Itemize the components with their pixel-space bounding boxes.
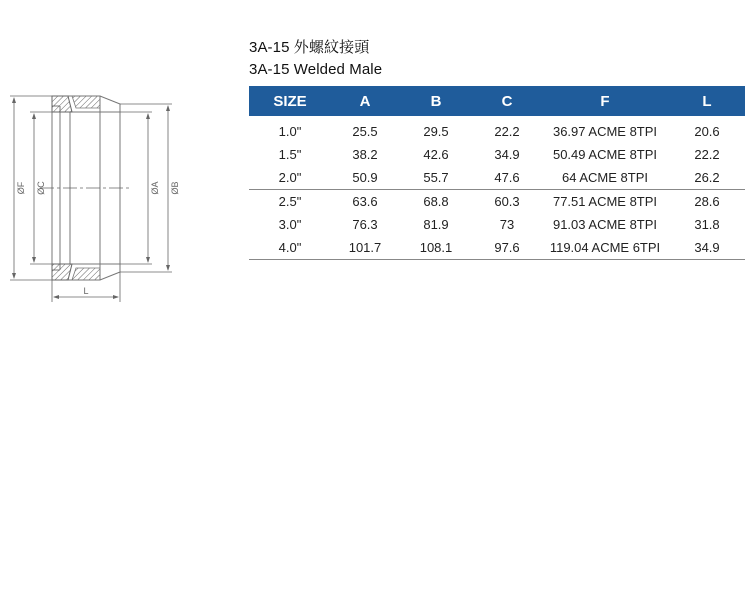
label-phi-a: ØA — [150, 181, 160, 195]
cell-a: 50.9 — [352, 170, 378, 185]
technical-drawing — [0, 80, 200, 310]
cell-a: 76.3 — [352, 217, 378, 232]
cell-size: 1.0" — [278, 124, 302, 139]
header-b: B — [399, 86, 473, 116]
cell-a: 101.7 — [348, 240, 382, 255]
cell-l: 28.6 — [669, 190, 745, 214]
cell-c: 60.3 — [473, 190, 541, 214]
cell-b: 108.1 — [419, 240, 453, 255]
table-header-row — [249, 86, 745, 116]
cell-b: 29.5 — [423, 124, 449, 139]
cell-a: 38.2 — [352, 147, 378, 162]
hatch-section-bottom — [52, 264, 72, 280]
table-row — [249, 116, 745, 143]
cell-b: 81.9 — [423, 217, 449, 232]
hatch-section-top — [52, 96, 72, 112]
spec-table — [249, 86, 745, 260]
cell-b: 68.8 — [399, 190, 473, 214]
label-length: L — [83, 286, 89, 296]
header-size: SIZE — [249, 86, 331, 116]
cell-l: 20.6 — [694, 124, 720, 139]
cell-f: 64 ACME 8TPI — [562, 170, 648, 185]
cell-c: 34.9 — [494, 147, 520, 162]
title-english: 3A-15 Welded Male — [249, 61, 383, 78]
cell-size: 4.0" — [278, 240, 302, 255]
cell-c: 47.6 — [494, 170, 520, 185]
cell-c: 22.2 — [494, 124, 520, 139]
cell-b: 42.6 — [423, 147, 449, 162]
title-block — [249, 37, 382, 81]
cell-f: 91.03 ACME 8TPI — [552, 217, 658, 232]
cell-l: 22.2 — [694, 147, 720, 162]
label-phi-c: ØC — [36, 181, 46, 195]
table-row — [249, 213, 745, 236]
header-a: A — [331, 86, 399, 116]
cell-a: 25.5 — [352, 124, 378, 139]
label-phi-f: ØF — [16, 181, 26, 195]
header-c: C — [473, 86, 541, 116]
cell-f: 77.51 ACME 8TPI — [541, 190, 669, 214]
cell-l: 26.2 — [694, 170, 720, 185]
table-row — [249, 143, 745, 166]
table-row — [249, 190, 745, 214]
cell-f: 36.97 ACME 8TPI — [552, 124, 658, 139]
title-chinese: 3A-15 外螺紋接頭 — [249, 39, 370, 56]
header-f: F — [541, 86, 669, 116]
header-l: L — [669, 86, 745, 116]
cell-f: 50.49 ACME 8TPI — [552, 147, 658, 162]
cell-a: 63.6 — [331, 190, 399, 214]
cell-size: 2.5" — [249, 190, 331, 214]
cell-l: 34.9 — [694, 240, 720, 255]
cell-size: 2.0" — [278, 170, 302, 185]
cell-b: 55.7 — [423, 170, 449, 185]
cell-c: 73 — [499, 217, 515, 232]
cell-f: 119.04 ACME 6TPI — [549, 240, 661, 255]
table-row — [249, 236, 745, 260]
table-row — [249, 166, 745, 190]
cell-l: 31.8 — [694, 217, 720, 232]
cell-size: 3.0" — [278, 217, 302, 232]
label-phi-b: ØB — [170, 181, 180, 195]
cell-size: 1.5" — [278, 147, 302, 162]
cell-c: 97.6 — [494, 240, 520, 255]
